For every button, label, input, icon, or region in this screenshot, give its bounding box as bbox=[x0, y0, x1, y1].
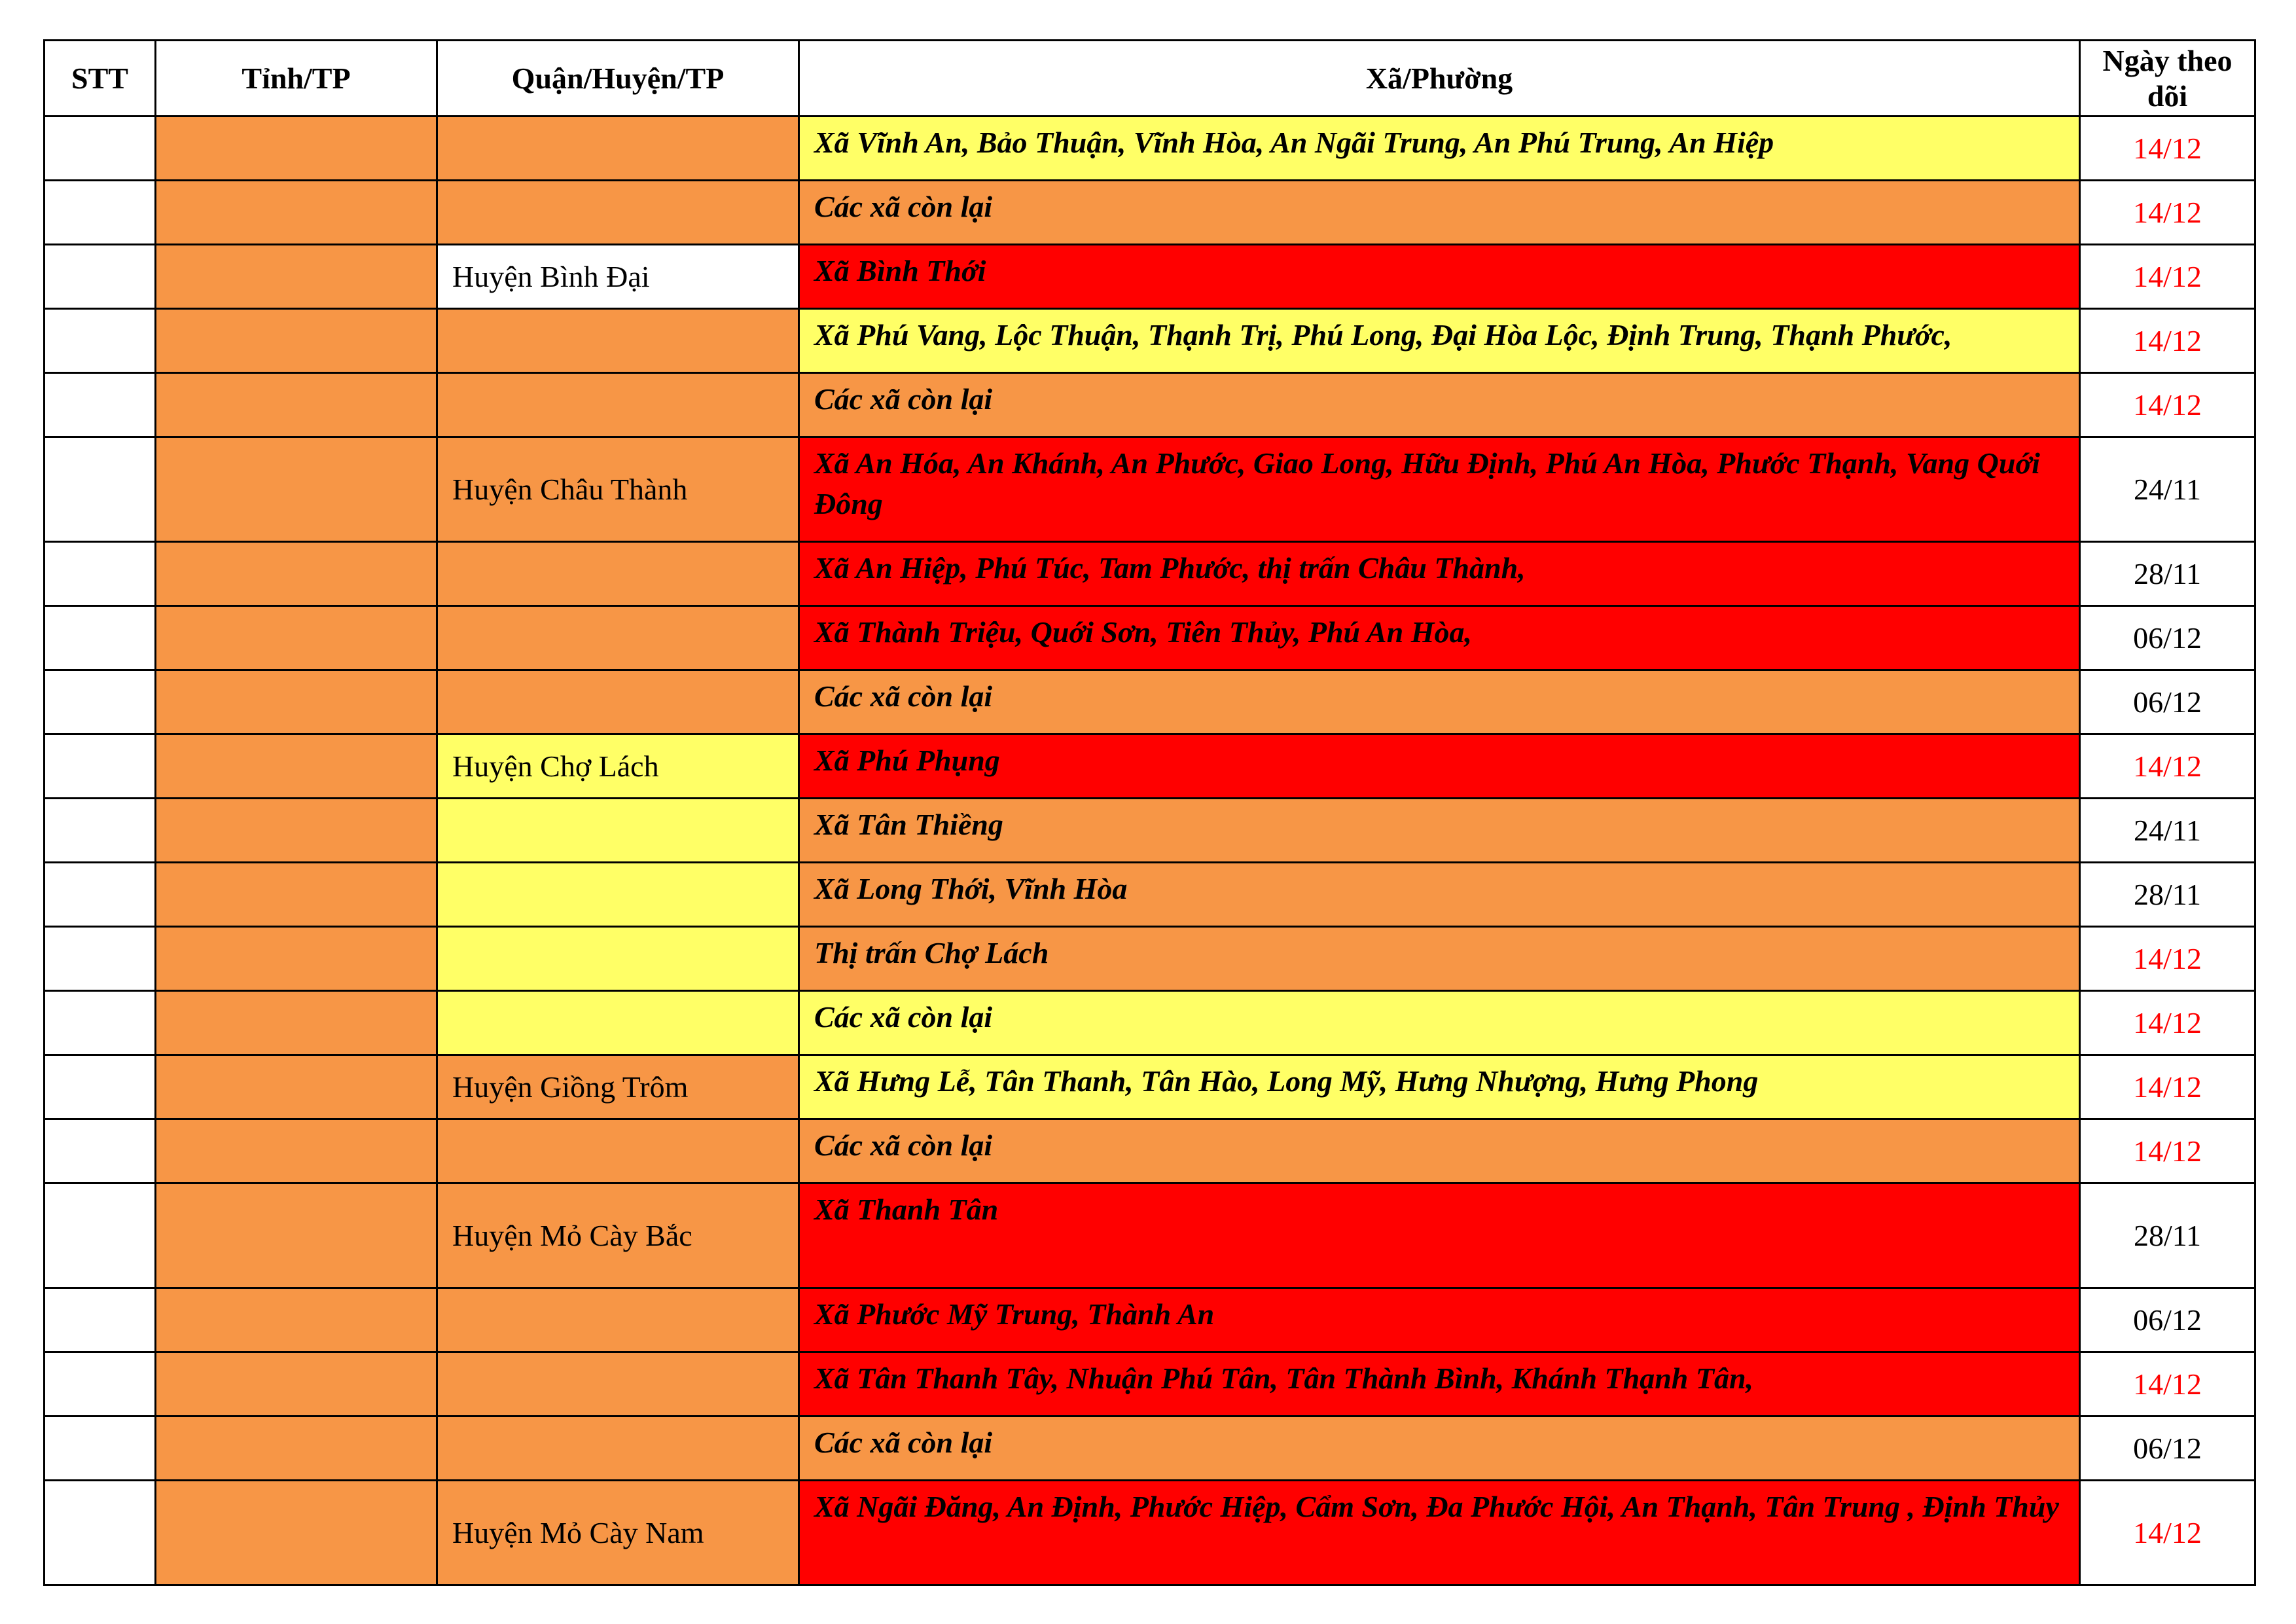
ward-cell: Xã Tân Thanh Tây, Nhuận Phú Tân, Tân Thành Bình, Khánh Thạnh Tân, bbox=[799, 1352, 2080, 1416]
tracking-date-cell: 14/12 bbox=[2080, 991, 2255, 1055]
district-cell: Huyện Bình Đại bbox=[437, 245, 799, 309]
tracking-date-cell: 14/12 bbox=[2080, 1119, 2255, 1183]
tracking-date-cell: 14/12 bbox=[2080, 734, 2255, 799]
stt-cell bbox=[45, 181, 156, 245]
ward-cell: Các xã còn lại bbox=[799, 991, 2080, 1055]
tracking-date-cell: 14/12 bbox=[2080, 927, 2255, 991]
tracking-date-cell: 14/12 bbox=[2080, 181, 2255, 245]
stt-cell bbox=[45, 1119, 156, 1183]
stt-cell bbox=[45, 1416, 156, 1481]
tracking-date-cell: 24/11 bbox=[2080, 799, 2255, 863]
province-cell bbox=[156, 245, 437, 309]
table-row bbox=[45, 181, 2255, 245]
table-row bbox=[45, 1119, 2255, 1183]
stt-cell bbox=[45, 1183, 156, 1288]
stt-cell bbox=[45, 542, 156, 606]
stt-cell bbox=[45, 799, 156, 863]
table-row bbox=[45, 1183, 2255, 1288]
table-row bbox=[45, 245, 2255, 309]
tracking-date-cell: 28/11 bbox=[2080, 863, 2255, 927]
table-row bbox=[45, 799, 2255, 863]
stt-cell bbox=[45, 606, 156, 670]
district-cell bbox=[437, 991, 799, 1055]
stt-cell bbox=[45, 670, 156, 734]
district-cell: Huyện Mỏ Cày Nam bbox=[437, 1481, 799, 1585]
tracking-date-cell: 14/12 bbox=[2080, 1055, 2255, 1119]
province-cell bbox=[156, 181, 437, 245]
district-cell bbox=[437, 1352, 799, 1416]
district-cell bbox=[437, 606, 799, 670]
header-province: Tỉnh/TP bbox=[156, 41, 437, 117]
stt-cell bbox=[45, 1481, 156, 1585]
ward-cell: Xã Thành Triệu, Quới Sơn, Tiên Thủy, Phú An Hòa, bbox=[799, 606, 2080, 670]
province-cell bbox=[156, 1055, 437, 1119]
province-cell bbox=[156, 1481, 437, 1585]
province-cell bbox=[156, 1183, 437, 1288]
tracking-date-cell: 14/12 bbox=[2080, 1352, 2255, 1416]
ward-cell: Xã Long Thới, Vĩnh Hòa bbox=[799, 863, 2080, 927]
district-cell bbox=[437, 117, 799, 181]
province-cell bbox=[156, 799, 437, 863]
stt-cell bbox=[45, 927, 156, 991]
table-header-row bbox=[45, 41, 2255, 117]
table-row bbox=[45, 991, 2255, 1055]
ward-cell: Xã Vĩnh An, Bảo Thuận, Vĩnh Hòa, An Ngãi Trung, An Phú Trung, An Hiệp bbox=[799, 117, 2080, 181]
table-row bbox=[45, 373, 2255, 437]
tracking-date-cell: 14/12 bbox=[2080, 373, 2255, 437]
ward-cell: Các xã còn lại bbox=[799, 373, 2080, 437]
header-district: Quận/Huyện/TP bbox=[437, 41, 799, 117]
district-cell bbox=[437, 863, 799, 927]
province-cell bbox=[156, 373, 437, 437]
district-cell bbox=[437, 181, 799, 245]
tracking-date-cell: 06/12 bbox=[2080, 1288, 2255, 1352]
table-row bbox=[45, 670, 2255, 734]
province-cell bbox=[156, 542, 437, 606]
ward-cell: Xã Thanh Tân bbox=[799, 1183, 2080, 1288]
district-cell: Huyện Mỏ Cày Bắc bbox=[437, 1183, 799, 1288]
province-cell bbox=[156, 670, 437, 734]
district-cell bbox=[437, 1119, 799, 1183]
stt-cell bbox=[45, 991, 156, 1055]
stt-cell bbox=[45, 863, 156, 927]
table-row bbox=[45, 1352, 2255, 1416]
table-row bbox=[45, 1055, 2255, 1119]
ward-cell: Xã An Hiệp, Phú Túc, Tam Phước, thị trấn Châu Thành, bbox=[799, 542, 2080, 606]
province-cell bbox=[156, 991, 437, 1055]
header-stt: STT bbox=[45, 41, 156, 117]
province-cell bbox=[156, 117, 437, 181]
province-cell bbox=[156, 1119, 437, 1183]
district-cell: Huyện Giồng Trôm bbox=[437, 1055, 799, 1119]
tracking-date-cell: 24/11 bbox=[2080, 437, 2255, 542]
tracking-date-cell: 14/12 bbox=[2080, 1481, 2255, 1585]
table-row bbox=[45, 117, 2255, 181]
stt-cell bbox=[45, 309, 156, 373]
province-cell bbox=[156, 309, 437, 373]
stt-cell bbox=[45, 1055, 156, 1119]
tracking-date-cell: 06/12 bbox=[2080, 606, 2255, 670]
stt-cell bbox=[45, 437, 156, 542]
province-cell bbox=[156, 437, 437, 542]
stt-cell bbox=[45, 373, 156, 437]
table-row bbox=[45, 1288, 2255, 1352]
ward-cell: Xã Bình Thới bbox=[799, 245, 2080, 309]
province-cell bbox=[156, 1352, 437, 1416]
ward-cell: Xã Phú Phụng bbox=[799, 734, 2080, 799]
header-tracking-date: Ngày theo dõi bbox=[2080, 41, 2255, 117]
stt-cell bbox=[45, 734, 156, 799]
ward-tracking-table bbox=[43, 39, 2256, 1586]
tracking-date-cell: 28/11 bbox=[2080, 542, 2255, 606]
table-row bbox=[45, 863, 2255, 927]
province-cell bbox=[156, 863, 437, 927]
tracking-date-cell: 14/12 bbox=[2080, 309, 2255, 373]
province-cell bbox=[156, 606, 437, 670]
tracking-date-cell: 14/12 bbox=[2080, 245, 2255, 309]
stt-cell bbox=[45, 1352, 156, 1416]
table-row bbox=[45, 309, 2255, 373]
province-cell bbox=[156, 734, 437, 799]
district-cell: Huyện Chợ Lách bbox=[437, 734, 799, 799]
table-row bbox=[45, 927, 2255, 991]
ward-table-sheet bbox=[43, 39, 2254, 1586]
stt-cell bbox=[45, 1288, 156, 1352]
district-cell bbox=[437, 799, 799, 863]
ward-cell: Các xã còn lại bbox=[799, 670, 2080, 734]
province-cell bbox=[156, 1416, 437, 1481]
district-cell bbox=[437, 1416, 799, 1481]
table-row bbox=[45, 437, 2255, 542]
tracking-date-cell: 06/12 bbox=[2080, 670, 2255, 734]
district-cell bbox=[437, 309, 799, 373]
stt-cell bbox=[45, 117, 156, 181]
ward-cell: Các xã còn lại bbox=[799, 1416, 2080, 1481]
table-row bbox=[45, 606, 2255, 670]
district-cell bbox=[437, 1288, 799, 1352]
district-cell bbox=[437, 927, 799, 991]
table-row bbox=[45, 734, 2255, 799]
table-row bbox=[45, 542, 2255, 606]
ward-cell: Xã Hưng Lễ, Tân Thanh, Tân Hào, Long Mỹ, Hưng Nhượng, Hưng Phong bbox=[799, 1055, 2080, 1119]
district-cell: Huyện Châu Thành bbox=[437, 437, 799, 542]
district-cell bbox=[437, 373, 799, 437]
tracking-date-cell: 14/12 bbox=[2080, 117, 2255, 181]
stt-cell bbox=[45, 245, 156, 309]
district-cell bbox=[437, 670, 799, 734]
ward-cell: Xã Tân Thiềng bbox=[799, 799, 2080, 863]
ward-cell: Thị trấn Chợ Lách bbox=[799, 927, 2080, 991]
ward-cell: Xã Phú Vang, Lộc Thuận, Thạnh Trị, Phú Long, Đại Hòa Lộc, Định Trung, Thạnh Phước, bbox=[799, 309, 2080, 373]
ward-cell: Các xã còn lại bbox=[799, 1119, 2080, 1183]
table-body bbox=[45, 117, 2255, 1585]
ward-cell: Xã Phước Mỹ Trung, Thành An bbox=[799, 1288, 2080, 1352]
header-ward: Xã/Phường bbox=[799, 41, 2080, 117]
table-row bbox=[45, 1481, 2255, 1585]
tracking-date-cell: 06/12 bbox=[2080, 1416, 2255, 1481]
province-cell bbox=[156, 927, 437, 991]
province-cell bbox=[156, 1288, 437, 1352]
ward-cell: Các xã còn lại bbox=[799, 181, 2080, 245]
district-cell bbox=[437, 542, 799, 606]
tracking-date-cell: 28/11 bbox=[2080, 1183, 2255, 1288]
ward-cell: Xã Ngãi Đăng, An Định, Phước Hiệp, Cẩm Sơn, Đa Phước Hội, An Thạnh, Tân Trung , Định Thủy bbox=[799, 1481, 2080, 1585]
table-row bbox=[45, 1416, 2255, 1481]
ward-cell: Xã An Hóa, An Khánh, An Phước, Giao Long, Hữu Định, Phú An Hòa, Phước Thạnh, Vang Quới Đông bbox=[799, 437, 2080, 542]
